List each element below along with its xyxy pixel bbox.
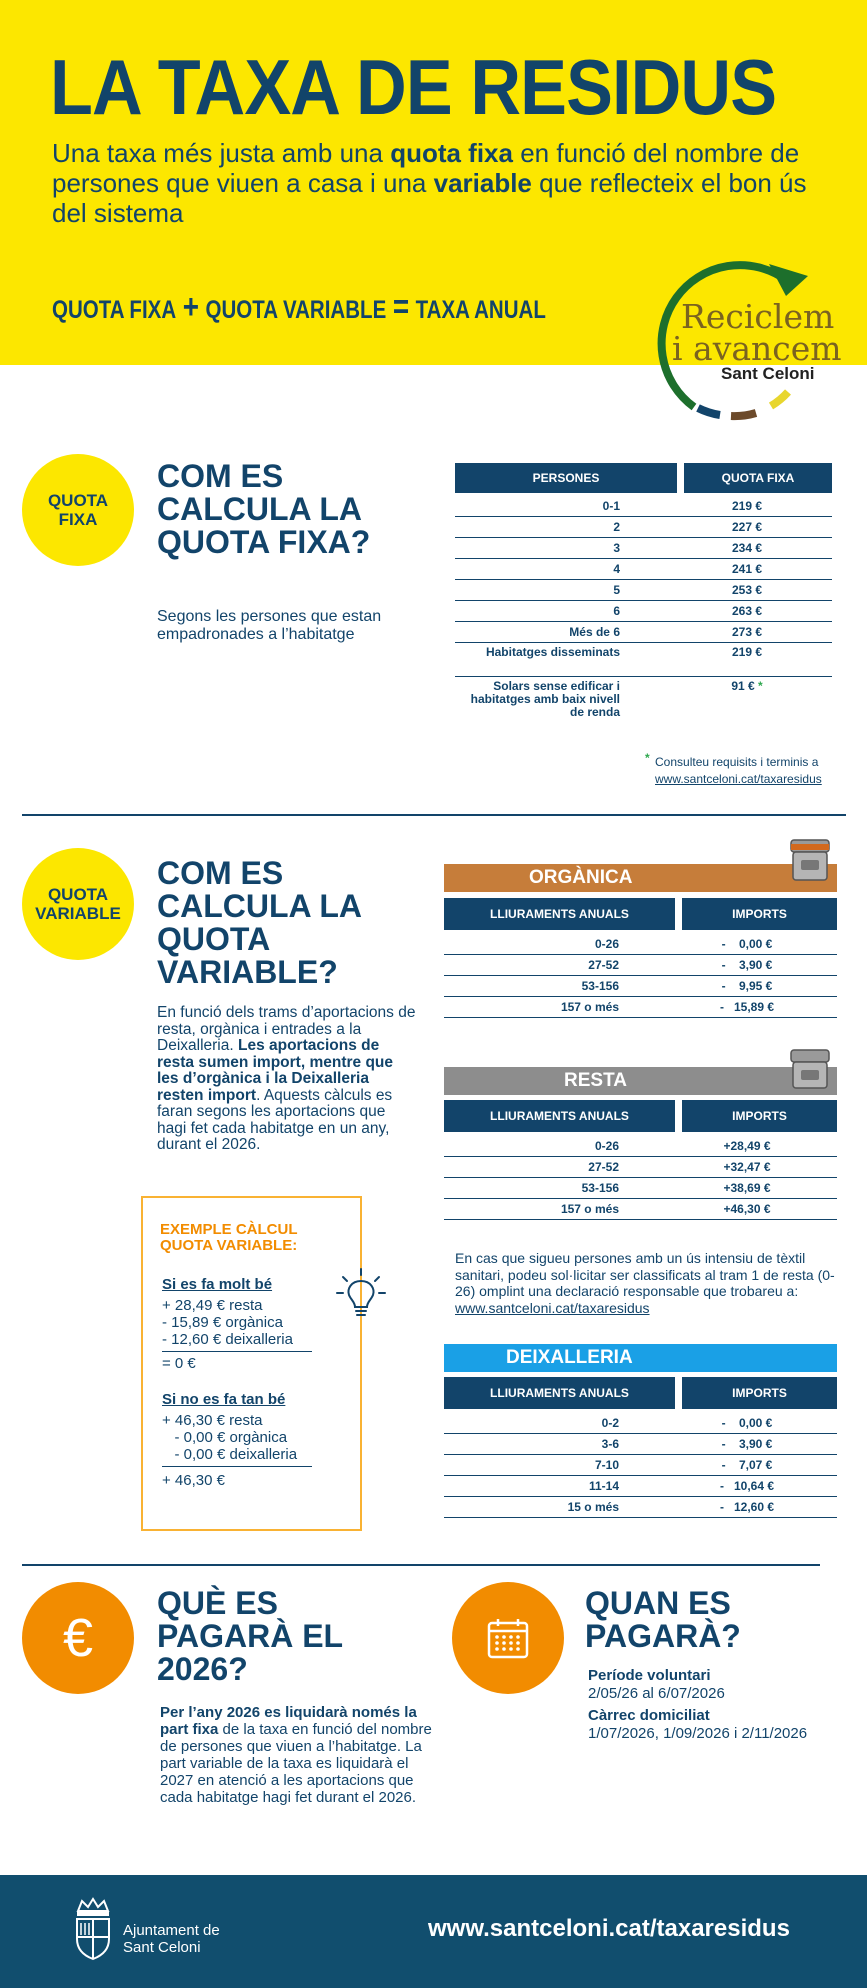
quan-p1-title: Període voluntari	[588, 1667, 711, 1684]
table-cell: 253 €	[731, 582, 763, 597]
table-cell: 5	[613, 582, 620, 597]
table-cell: 157 o més	[560, 999, 619, 1014]
table-cell: Més de 6	[569, 624, 620, 639]
table-row	[455, 538, 832, 559]
variable-heading: COM ES CALCULA LA QUOTA VARIABLE?	[157, 855, 361, 990]
example-case1-title: Si es fa molt bé	[162, 1276, 273, 1293]
quan-p1-value: 2/05/26 al 6/07/2026	[588, 1685, 725, 1702]
divider	[22, 1564, 820, 1566]
textil-note: En cas que sigueu persones amb un ús intensiu de tèxtil sanitari, podeu sol·licitar ser classificats al tram 1 de resta (0-26) omplint una declaració responsable que trobareu a: www.santceloni.cat/taxaresidus	[455, 1250, 835, 1316]
fixa-note: * Consulteu requisits i terminis a	[645, 751, 819, 769]
footer-name: Ajuntament de Sant Celoni	[123, 1922, 220, 1956]
table-cell: 27-52	[588, 957, 619, 972]
table-row	[444, 1199, 837, 1220]
table-cell: - 0,00 €	[721, 1415, 773, 1430]
table-cell: 0-26	[594, 1138, 619, 1153]
table-row	[444, 955, 837, 976]
table-cell: 234 €	[731, 540, 763, 555]
footer	[0, 1875, 867, 1988]
table-cell: 0-2	[601, 1415, 619, 1430]
fixa-note-link[interactable]: www.santceloni.cat/taxaresidus	[655, 772, 822, 786]
fixa-col-persones: PERSONES	[455, 463, 677, 493]
example-case2-title: Si no es fa tan bé	[162, 1391, 286, 1408]
fixa-col-quota: QUOTA FIXA	[684, 463, 832, 493]
quan-p2-value: 1/07/2026, 1/09/2026 i 2/11/2026	[588, 1725, 808, 1742]
example-case1-line: - 12,60 € deixalleria	[162, 1331, 293, 1348]
table-cell: 53-156	[581, 978, 619, 993]
table-cell: - 12,60 €	[719, 1499, 775, 1514]
table-cell: 7-10	[594, 1457, 619, 1472]
table-row	[444, 1455, 837, 1476]
table-row	[444, 997, 837, 1018]
example-case2-total: + 46,30 €	[162, 1472, 225, 1489]
formula: QUOTA FIXA + QUOTA VARIABLE = TAXA ANUAL	[52, 288, 546, 326]
logo-text-3: Sant Celoni	[721, 364, 815, 383]
table-row	[455, 677, 832, 729]
table-cell: - 15,89 €	[719, 999, 775, 1014]
table-cell: 219 €	[731, 498, 763, 513]
quan-heading: QUAN ES PAGARÀ?	[585, 1585, 741, 1654]
deixalleria-band: DEIXALLERIA	[444, 1344, 837, 1372]
table-cell: - 0,00 €	[721, 936, 773, 951]
table-cell: 241 €	[731, 561, 763, 576]
table-row	[455, 517, 832, 538]
resta-band: RESTA	[444, 1067, 837, 1095]
quota-fixa-badge: QUOTA FIXA	[22, 454, 134, 566]
resta-table	[444, 1100, 837, 1220]
example-case1-line: - 15,89 € orgànica	[162, 1314, 283, 1331]
table-cell: +28,49 €	[723, 1138, 771, 1153]
table-cell: - 10,64 €	[719, 1478, 775, 1493]
table-cell: 0-1	[602, 498, 620, 513]
organica-band: ORGÀNICA	[444, 864, 837, 892]
table-cell: 6	[613, 603, 620, 618]
table-row	[455, 580, 832, 601]
pagara-description: Per l’any 2026 es liquidarà només la part fixa de la taxa en funció del nombre de persones que viuen a l’habitatge. La part variable de la taxa es liquidarà el 2027 en atenció a les aportacions que cada habitatge hagi fet durant el 2026.	[160, 1704, 432, 1806]
table-row	[444, 1157, 837, 1178]
table-cell: - 3,90 €	[721, 1436, 773, 1451]
organica-col-imports: IMPORTS	[682, 898, 837, 930]
organic-bin-icon	[785, 834, 835, 886]
example-box	[141, 1196, 362, 1531]
lightbulb-icon	[335, 1265, 387, 1321]
example-case2-line: - 0,00 € orgànica	[162, 1429, 288, 1446]
table-row	[444, 1476, 837, 1497]
table-row	[444, 1434, 837, 1455]
table-row	[444, 934, 837, 955]
table-cell: 15 o més	[567, 1499, 619, 1514]
example-rule	[162, 1351, 312, 1352]
rest-bin-icon	[785, 1046, 835, 1092]
textil-link[interactable]: www.santceloni.cat/taxaresidus	[455, 1299, 650, 1316]
table-cell: 27-52	[588, 1159, 619, 1174]
table-row	[444, 1497, 837, 1518]
table-cell: +32,47 €	[723, 1159, 771, 1174]
divider	[22, 814, 846, 816]
table-row	[455, 622, 832, 643]
logo-text-1: Reciclem	[681, 297, 835, 336]
coat-of-arms-icon	[72, 1897, 114, 1961]
example-rule	[162, 1466, 312, 1467]
quan-p2-title: Càrrec domiciliat	[588, 1707, 710, 1724]
table-row	[444, 1178, 837, 1199]
table-cell: 3	[613, 540, 620, 555]
table-cell: - 7,07 €	[721, 1457, 773, 1472]
deixalleria-col-imports: IMPORTS	[682, 1377, 837, 1409]
table-cell: 0-26	[594, 936, 619, 951]
logo-text-2: i avancem	[672, 329, 842, 368]
table-row	[444, 1136, 837, 1157]
table-cell: Solars sense edificar i habitatges amb baix nivell de renda	[470, 679, 620, 719]
deixalleria-col-lliuraments: LLIURAMENTS ANUALS	[444, 1377, 675, 1409]
page-subtitle: Una taxa més justa amb una quota fixa en funció del nombre de persones que viuen a casa i una variable que reflecteix el bon ús del sistema	[52, 138, 807, 228]
table-row	[444, 1413, 837, 1434]
table-cell: 273 €	[731, 624, 763, 639]
example-title: EXEMPLE CÀLCUL QUOTA VARIABLE:	[160, 1221, 298, 1254]
table-cell: - 9,95 €	[721, 978, 773, 993]
euro-icon: €	[22, 1582, 134, 1694]
table-cell: 4	[613, 561, 620, 576]
table-cell: 2	[613, 519, 620, 534]
table-cell: 263 €	[731, 603, 763, 618]
table-cell: 53-156	[581, 1180, 619, 1195]
table-row	[455, 601, 832, 622]
table-row	[444, 976, 837, 997]
table-cell: +46,30 €	[723, 1201, 771, 1216]
table-cell: 219 €	[731, 645, 763, 659]
table-row	[455, 559, 832, 580]
table-row	[455, 496, 832, 517]
fixa-heading: COM ES CALCULA LA QUOTA FIXA?	[157, 458, 371, 560]
reciclem-logo	[636, 252, 846, 422]
variable-description: En funció dels trams d’aportacions de resta, orgànica i entrades a la Deixalleria. Les aportacions de resta sumen import, mentre que les d’orgànica i la Deixalleria resten import. Aquests càlculs es faran segons les aportacions que hagi fet cada habitatge en un any, durant el 2026.	[157, 1004, 416, 1153]
table-cell: +38,69 €	[723, 1180, 771, 1195]
table-cell: 91 € *	[731, 679, 763, 693]
table-cell: - 3,90 €	[721, 957, 773, 972]
table-cell: 157 o més	[560, 1201, 619, 1216]
organica-col-lliuraments: LLIURAMENTS ANUALS	[444, 898, 675, 930]
footnote-star: *	[754, 679, 763, 693]
pagara-heading: QUÈ ES PAGARÀ EL 2026?	[157, 1585, 343, 1687]
example-case1-line: + 28,49 € resta	[162, 1297, 263, 1314]
fixa-table	[455, 463, 832, 729]
table-row	[455, 643, 832, 677]
resta-col-imports: IMPORTS	[682, 1100, 837, 1132]
page-title: LA TAXA DE RESIDUS	[50, 43, 777, 131]
deixalleria-table	[444, 1377, 837, 1518]
table-cell: 11-14	[588, 1478, 619, 1493]
table-cell: 227 €	[731, 519, 763, 534]
table-cell: Habitatges disseminats	[485, 645, 620, 659]
table-cell: 3-6	[601, 1436, 619, 1451]
quota-variable-badge: QUOTA VARIABLE	[22, 848, 134, 960]
calendar-badge	[452, 1582, 564, 1694]
footer-url[interactable]: www.santceloni.cat/taxaresidus	[428, 1915, 790, 1942]
resta-col-lliuraments: LLIURAMENTS ANUALS	[444, 1100, 675, 1132]
calendar-icon	[486, 1616, 530, 1660]
organica-table	[444, 898, 837, 1018]
example-case2-line: - 0,00 € deixalleria	[162, 1446, 298, 1463]
fixa-description: Segons les persones que estan empadronades a l’habitatge	[157, 608, 382, 643]
example-case1-total: = 0 €	[162, 1355, 196, 1372]
example-case2-line: + 46,30 € resta	[162, 1412, 263, 1429]
